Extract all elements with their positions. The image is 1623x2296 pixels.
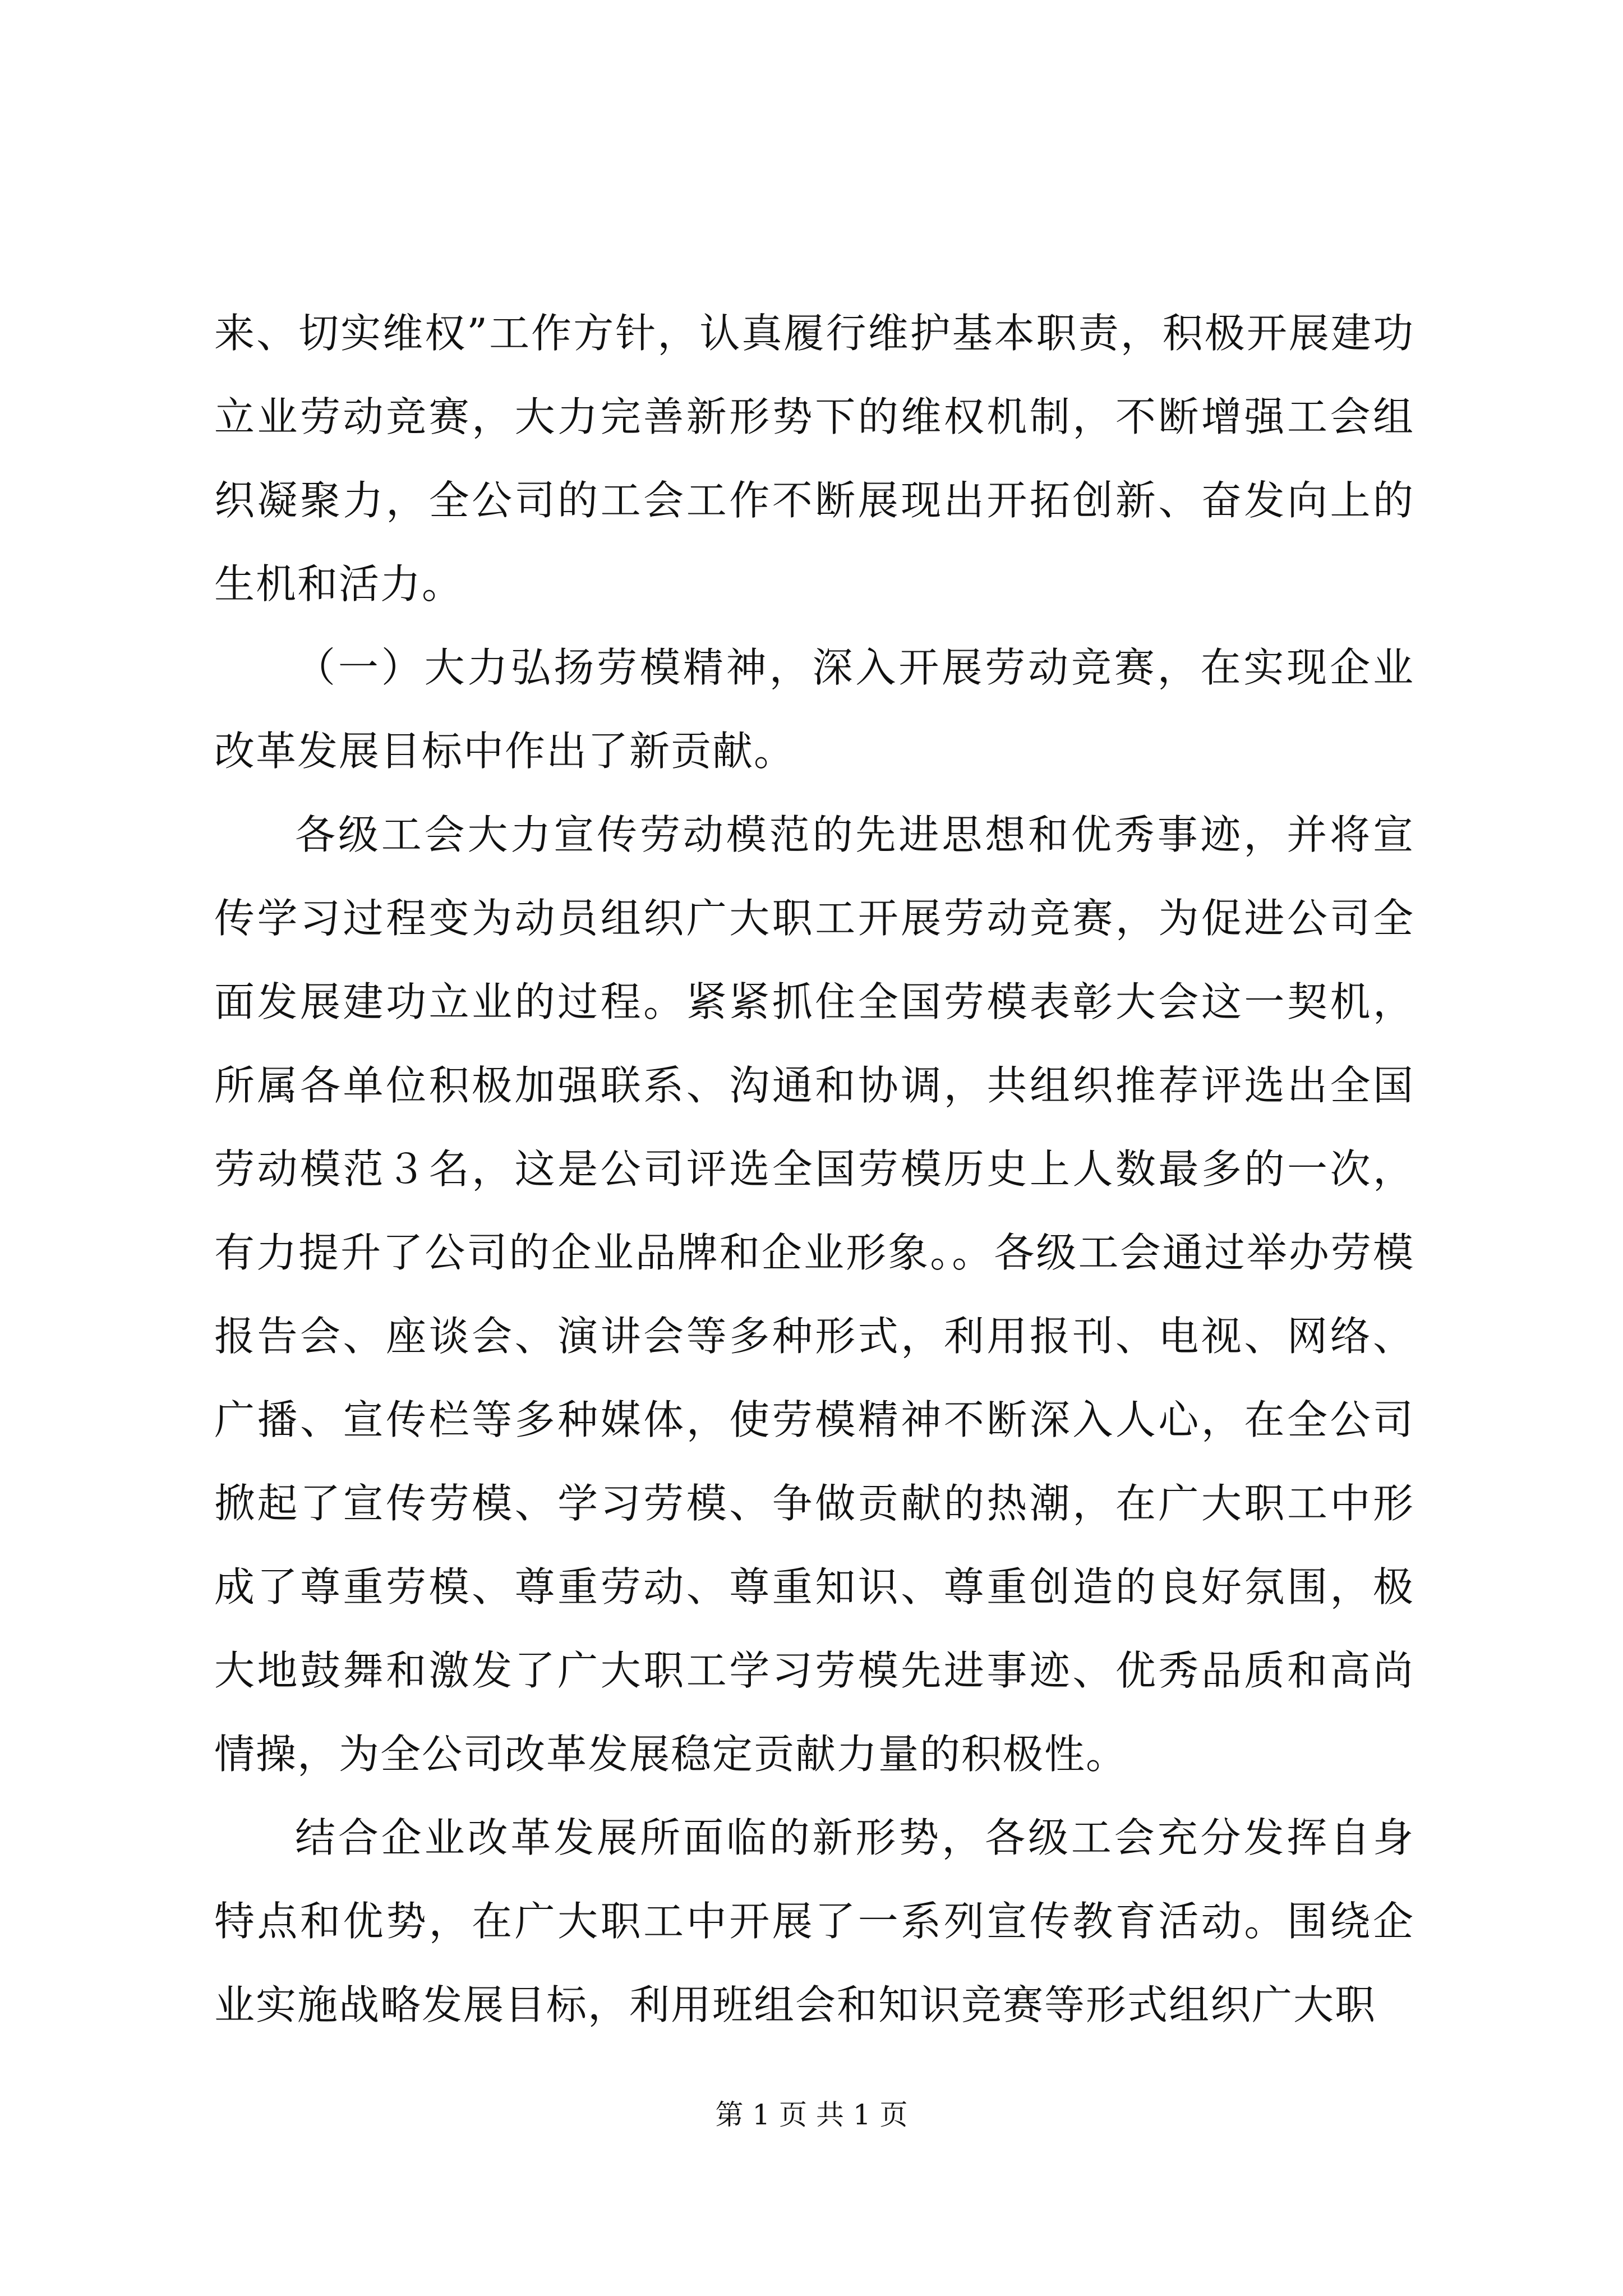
section-heading: （一）大力弘扬劳模精神，深入开展劳动竞赛，在实现企业改革发展目标中作出了新贡献。 <box>214 644 1414 775</box>
paragraph-education-activities: 结合企业改革发展所面临的新形势，各级工会充分发挥自身特点和优势，在广大职工中开展了一系列宣传教育活动。围绕企业实施战略发展目标，利用班组会和知识竞赛等形式组织广大职 <box>214 1814 1414 2028</box>
document-body <box>214 292 1414 2047</box>
paragraph-continuation: 来、切实维权”工作方针，认真履行维护基本职责，积极开展建功立业劳动竞赛，大力完善新形势下的维权机制，不断增强工会组织凝聚力，全公司的工会工作不断展现出开拓创新、奋发向上的生机和活力。 <box>214 310 1414 608</box>
paragraph-labor-models: 各级工会大力宣传劳动模范的先进思想和优秀事迹，并将宣传学习过程变为动员组织广大职工开展劳动竞赛，为促进公司全面发展建功立业的过程。紧紧抓住全国劳模表彰大会这一契机，所属各单位积极加强联系、沟通和协调，共组织推荐评选出全国劳动模范３名，这是公司评选全国劳模历史上人数最多的一次，有力提升了公司的企业品牌和企业形象。。各级工会通过举办劳模报告会、座谈会、演讲会等多种形式，利用报刊、电视、网络、广播、宣传栏等多种媒体，使劳模精神不断深入人心，在全公司掀起了宣传劳模、学习劳模、争做贡献的热潮，在广大职工中形成了尊重劳模、尊重劳动、尊重知识、尊重创造的良好氛围，极大地鼓舞和激发了广大职工学习劳模先进事迹、优秀品质和高尚情操，为全公司改革发展稳定贡献力量的积极性。 <box>214 811 1414 1778</box>
page-footer: 第 1 页 共 1 页 <box>715 2099 908 2131</box>
